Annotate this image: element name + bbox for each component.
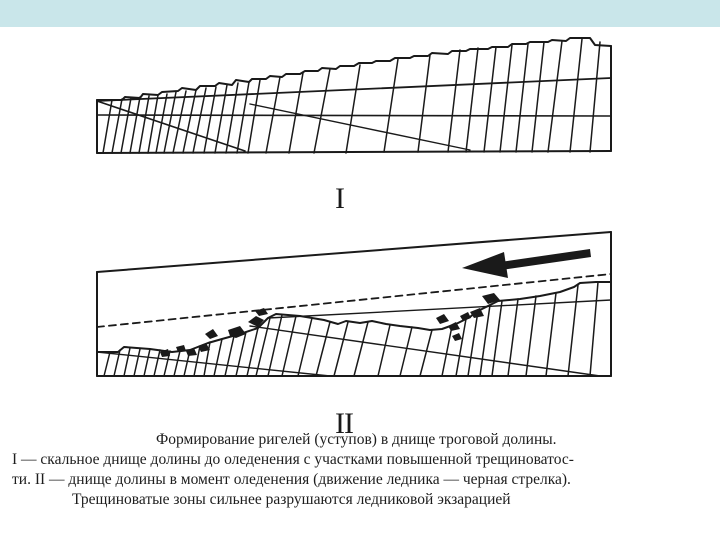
top-color-band: [0, 0, 720, 27]
panel-1-fracture-zone-left: [103, 80, 260, 153]
panel-1-layer-line: [250, 104, 470, 150]
panel-1-cross-section: [97, 38, 611, 153]
figure-caption: [0, 430, 720, 510]
panel-2-glacier-surface: [97, 232, 611, 272]
panel-1-layer-line: [97, 115, 611, 116]
panel-2-preglacial-surface-dashed: [97, 274, 611, 327]
caption-title: Формирование ригелей (уступов) в днище троговой долины.: [156, 431, 557, 448]
panel-2-layer-line: [268, 300, 611, 318]
panel-2-fracture-zone-right: [442, 282, 598, 376]
caption-line-1: I — скальное днище долины до оледенения с участками повышенной трещиноватос-: [12, 451, 574, 468]
panel-1-fracture-sparse: [266, 55, 430, 153]
panel-1-fracture-zone-right: [448, 39, 600, 152]
panel-1-layer-line: [97, 78, 611, 101]
panel-2-label: II: [335, 407, 353, 440]
panel-2-layer-line: [97, 352, 330, 376]
panel-1-bedrock-surface: [97, 38, 611, 100]
glacier-flow-arrow: [462, 249, 591, 278]
panel-2-cross-section: [97, 232, 611, 376]
caption-line-2: ти. II — днище долины в момент оледенения (движение ледника — черная стрелка).: [12, 471, 571, 488]
geologic-cross-sections: [0, 27, 720, 437]
panel-2-fracture-middle: [256, 315, 432, 376]
panel-1-label: I: [335, 182, 344, 215]
caption-line-3: Трещиноватые зоны сильнее разрушаются ледниковой экзарацией: [72, 491, 511, 508]
